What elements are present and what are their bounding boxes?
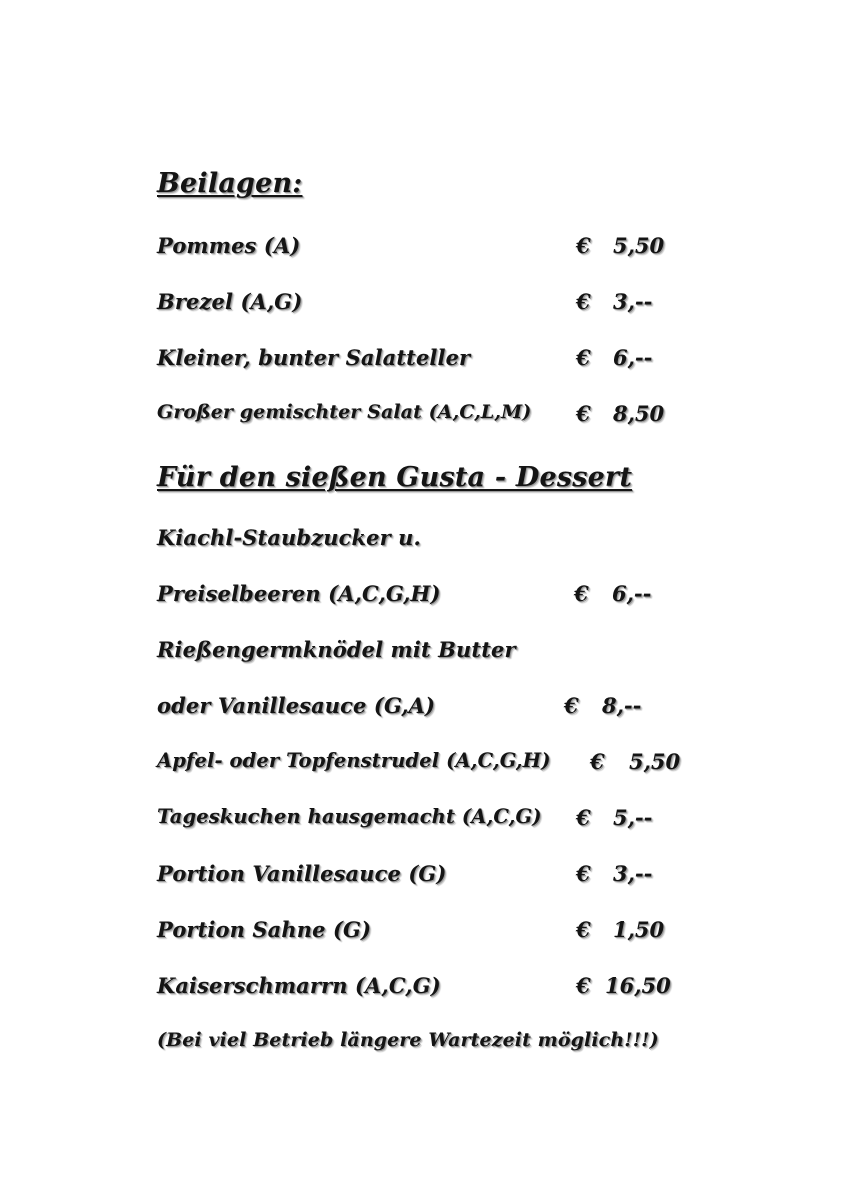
menu-item-price: 6,-- [612, 581, 652, 606]
menu-item-price: 8,50 [613, 401, 665, 426]
menu-item-name: Preiselbeeren (A,C,G,H) [157, 581, 441, 606]
currency-symbol: € [576, 401, 591, 426]
menu-item-name: Kleiner, bunter Salatteller [157, 345, 471, 370]
footer-note: (Bei viel Betrieb längere Wartezeit möglich!!!) [157, 1029, 659, 1051]
menu-item-price: 1,50 [613, 917, 665, 942]
menu-item-price: 5,50 [613, 233, 665, 258]
currency-symbol: € [576, 805, 591, 830]
currency-symbol: € [576, 289, 591, 314]
currency-symbol: € [576, 861, 591, 886]
menu-item-price: 5,50 [629, 749, 681, 774]
menu-item-name: Pommes (A) [157, 233, 301, 258]
menu-item-name: Tageskuchen hausgemacht (A,C,G) [157, 805, 542, 828]
currency-symbol: € [576, 973, 591, 998]
menu-item-name: Rießengermknödel mit Butter [157, 637, 516, 662]
section-heading-beilagen: Beilagen: [157, 168, 303, 199]
menu-item-price: 8,-- [602, 693, 642, 718]
menu-item-price: 5,-- [613, 805, 653, 830]
menu-item-name: Portion Vanillesauce (G) [157, 861, 447, 886]
menu-item-price: 3,-- [613, 861, 653, 886]
currency-symbol: € [576, 917, 591, 942]
menu-item-name: Portion Sahne (G) [157, 917, 372, 942]
menu-item-name: Apfel- oder Topfenstrudel (A,C,G,H) [157, 749, 551, 772]
currency-symbol: € [576, 345, 591, 370]
menu-item-name: Kiachl-Staubzucker u. [157, 525, 421, 550]
currency-symbol: € [576, 233, 591, 258]
menu-item-price: 3,-- [613, 289, 653, 314]
menu-item-name: oder Vanillesauce (G,A) [157, 693, 436, 718]
menu-item-price: 6,-- [613, 345, 653, 370]
menu-item-name: Großer gemischter Salat (A,C,L,M) [157, 401, 532, 423]
menu-item-name: Kaiserschmarrn (A,C,G) [157, 973, 441, 998]
currency-symbol: € [564, 693, 579, 718]
menu-item-name: Brezel (A,G) [157, 289, 303, 314]
currency-symbol: € [574, 581, 589, 606]
currency-symbol: € [590, 749, 605, 774]
menu-item-price: 16,50 [605, 973, 671, 998]
section-heading-dessert: Für den sießen Gusta - Dessert [157, 462, 633, 493]
